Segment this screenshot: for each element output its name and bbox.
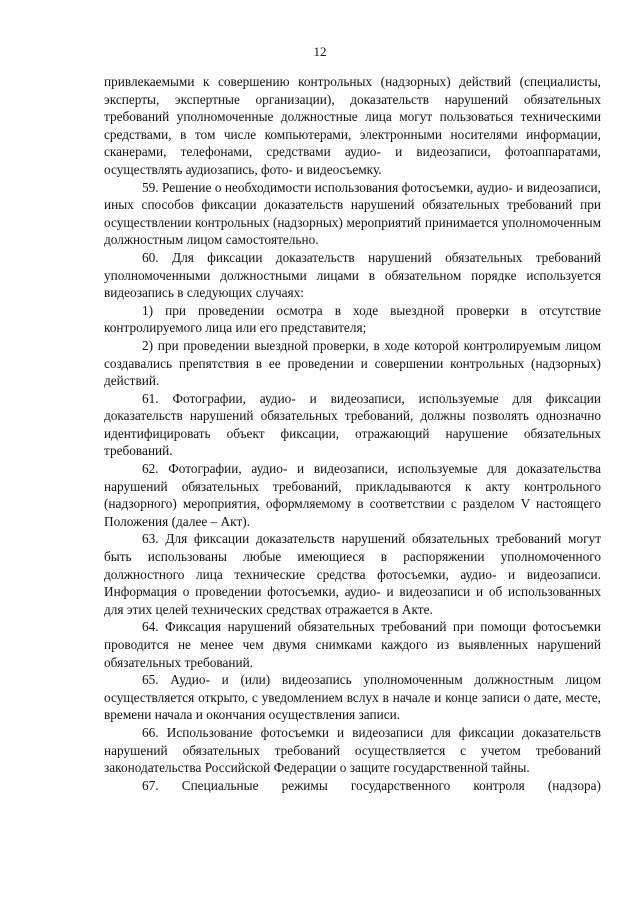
paragraph-61: 61. Фотографии, аудио- и видеозаписи, используемые для фиксации доказательств нарушений обязательных требований, должны позволять однозначно идентифицировать объект фиксации, отражающий нарушение обязательных требований.: [104, 390, 601, 459]
paragraph-continuation: привлекаемыми к совершению контрольных (надзорных) действий (специалисты, эксперты, экспертные организации), доказательств нарушений обязательных требований уполномоченные должностные лица могут пользоваться техническими средствами, в том числе компьютерами, электронными носителями информации, сканерами, телефонами, средствами аудио- и видеозаписи, фотоаппаратами, осуществлять аудиозапись, фото- и видеосъемку.: [104, 74, 601, 177]
paragraph-60: 60. Для фиксации доказательств нарушений обязательных требований уполномоченными должностными лицами в обязательном порядке используется видеозапись в следующих случаях:: [104, 249, 601, 301]
paragraph-62: 62. Фотографии, аудио- и видеозаписи, используемые для доказательства нарушений обязательных требований, прикладываются к акту контрольного (надзорного) мероприятия, оформляемому в соответствии с разделом V настоящего Положения (далее – Акт).: [104, 461, 601, 529]
paragraph-65: 65. Аудио- и (или) видеозапись уполномоченным должностным лицом осуществляется открыто, с уведомлением вслух в начале и конце записи о дате, месте, времени начала и окончания осуществления записи.: [104, 672, 601, 723]
paragraph-64: 64. Фиксация нарушений обязательных требований при помощи фотосъемки проводится не менее чем двумя снимками каждого из выявленных нарушений обязательных требований.: [104, 619, 601, 670]
paragraph-67: 67. Специальные режимы государственного контроля (надзора): [142, 777, 601, 793]
paragraph-63: 63. Для фиксации доказательств нарушений обязательных требований могут быть использованы любые имеющиеся в распоряжении уполномоченного должностного лица технические средства фотосъемки, аудио- и видеозаписи. Информация о проведении фотосъемки, аудио- и видеозаписи и об использованных для этих целей технических средствах отражается в Акте.: [104, 531, 601, 617]
page-number: 12: [313, 44, 327, 59]
paragraph-59: 59. Решение о необходимости использования фотосъемки, аудио- и видеозаписи, иных способов фиксации доказательств нарушений обязательных требований при осуществлении контрольных (надзорных) мероприятий принимается уполномоченным должностным лицом самостоятельно.: [104, 179, 601, 248]
paragraph-60-item-2: 2) при проведении выездной проверки, в ходе которой контролируемым лицом создавались препятствия в ее проведении и совершении контрольных (надзорных) действий.: [104, 337, 601, 389]
paragraph-66: 66. Использование фотосъемки и видеозаписи для фиксации доказательств нарушений обязательных требований осуществляется с учетом требований законодательства Российской Федерации о защите государственной тайны.: [104, 724, 601, 776]
document-body: [104, 73, 601, 794]
paragraph-60-item-1: 1) при проведении осмотра в ходе выездной проверки в отсутствие контролируемого лица или его представителя;: [104, 302, 601, 336]
